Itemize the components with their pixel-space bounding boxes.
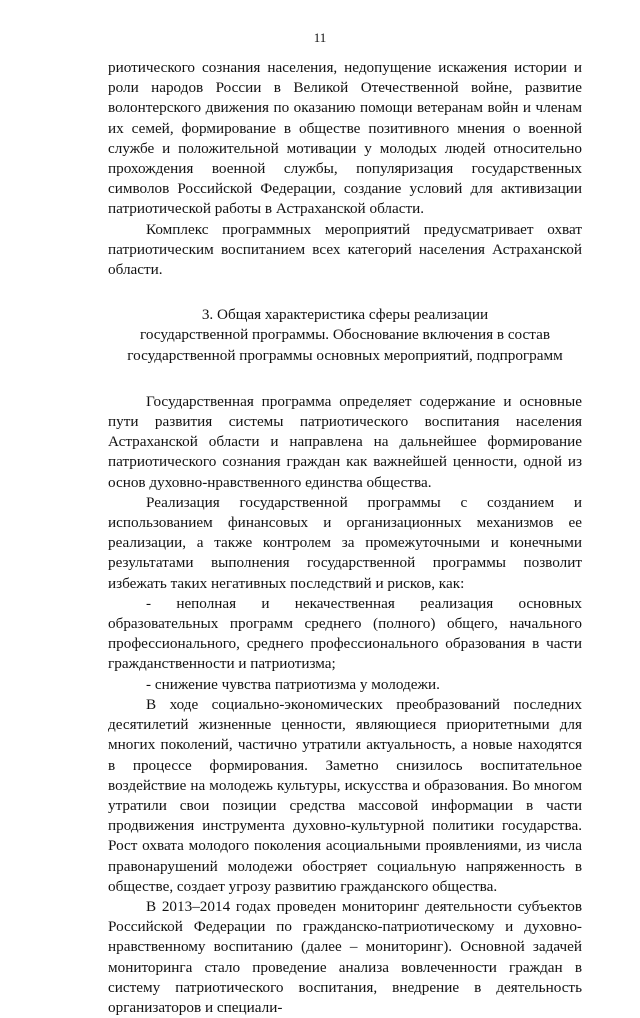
section-heading — [108, 305, 582, 366]
section-heading-line-3: государственной программы основных мероприятий, подпрограмм — [127, 346, 563, 364]
document-body — [108, 58, 582, 1018]
paragraph-top-1: риотического сознания населения, недопущение искажения истории и роли народов России в Великой Отечественной войне, развитие волонтерского движения по оказанию помощи ветеранам войн и членам их семей, формирование в обществе позитивного мнения о военной службе и положительной мотивации у молодых людей относительно прохождения военной службы, популяризация государственных символов Российской Федерации, создание условий для активизации патриотической работы в Астраханской области. — [108, 59, 582, 218]
paragraph-monitoring: В 2013–2014 годах проведен мониторинг деятельности субъектов Российской Федерации по гражданско-патриотическому и духовно-нравственному воспитанию (далее – мониторинг). Основной задачей мониторинга стало проведение анализа вовлеченности граждан в систему патриотического воспитания, внедрение в деятельность организаторов и специали- — [108, 897, 582, 1016]
paragraph-program-implementation: Реализация государственной программы с созданием и использованием финансовых и организационных механизмов ее реализации, а также контролем за промежуточными и конечными результатами выполнения государственной программы позволит избежать таких негативных последствий и рисков, как: — [108, 493, 582, 592]
paragraph-program-definition: Государственная программа определяет содержание и основные пути развития системы патриотического воспитания населения Астраханской области и направлена на дальнейшее формирование патриотического сознания граждан как важнейшей ценности, одной из основ духовно-нравственного единства общества. — [108, 392, 582, 491]
list-item-risk-1: - неполная и некачественная реализация основных образовательных программ среднего (полного) общего, начального профессионального, среднего профессионального образования в части гражданственности и патриотизма; — [108, 594, 582, 673]
list-item-risk-2: - снижение чувства патриотизма у молодежи. — [146, 675, 440, 693]
paragraph-top-2: Комплекс программных мероприятий предусматривает охват патриотическим воспитанием всех категорий населения Астраханской области. — [108, 220, 582, 279]
section-heading-line-2: государственной программы. Обоснование включения в состав — [139, 326, 551, 344]
section-heading-line-1: 3. Общая характеристика сферы реализации — [201, 306, 489, 324]
page-number: 11 — [313, 30, 327, 45]
paragraph-social-changes: В ходе социально-экономических преобразований последних десятилетий жизненные ценности, являющиеся приоритетными для многих поколений, частично утратили актуальность, а новые находятся в процессе формирования. Заметно снизилось воспитательное воздействие на молодежь культуры, искусства и образования. Во многом утратили свои позиции средства массовой информации в части продвижения инструмента духовно-культурной политики государства. Рост охвата молодого поколения асоциальными проявлениями, из числа правонарушений молодежи обостряет социальную напряженность в обществе, создает угрозу развитию гражданского общества. — [108, 695, 582, 895]
